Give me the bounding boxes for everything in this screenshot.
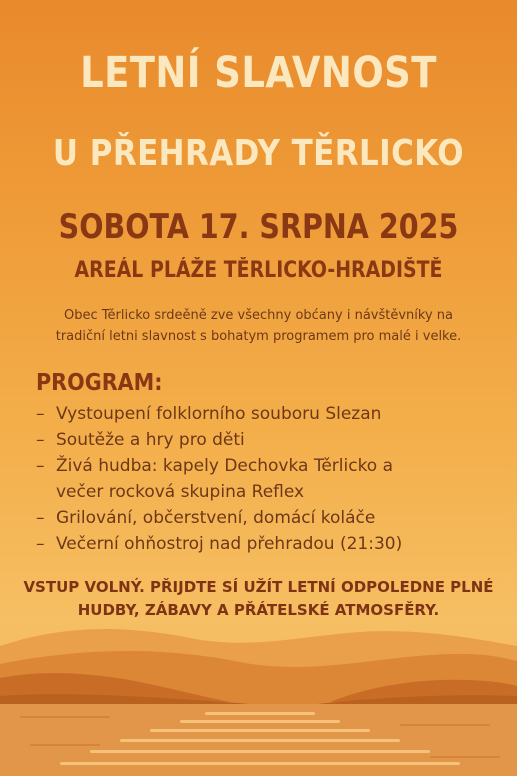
program-item-text: Večerní ohňostroj nad přehradou (21:30) (56, 534, 403, 554)
program-item-text: Grilování, občerstvení, domácí koláče (56, 508, 376, 528)
program-heading: PROGRAM: (36, 370, 163, 396)
bullet-dash: – (36, 456, 45, 476)
poster-title-line2: U PŘEHRADY TĚRLICKO (52, 133, 465, 174)
event-date: SOBOTA 17. SRPNA 2025 (58, 207, 459, 247)
cta-line2: HUDBY, ZÁBAVY A PŘÁTELSKÉ ATMOSFĚRY. (77, 601, 440, 619)
lake-landscape-illustration (0, 616, 517, 776)
program-item-text: Živá hudba: kapely Dechovka Těrlicko a (56, 456, 394, 476)
event-venue: AREÁL PLÁŽE TĚRLICKO-HRADIŠTĚ (74, 258, 443, 283)
bullet-dash: – (36, 534, 45, 554)
bullet-dash: – (36, 508, 45, 528)
program-list (36, 401, 496, 557)
program-item-continuation (36, 479, 496, 505)
program-item (36, 505, 496, 531)
program-item-text: Soutěže a hry pro děti (56, 430, 245, 450)
program-item (36, 531, 496, 557)
program-item-text: večer rocková skupina Reflex (56, 482, 305, 502)
intro-text (20, 305, 497, 347)
intro-line1: Obec Těrlicko srdeěně zve všechny obćany i návštěvníky na (64, 308, 453, 323)
program-item-text: Vystoupení folklorního souboru Slezan (56, 404, 382, 424)
bullet-dash: – (36, 404, 45, 424)
program-item (36, 427, 496, 453)
program-item (36, 401, 496, 427)
program-item (36, 453, 496, 479)
intro-line2: tradiční letni slavnost s bohatym programem pro malé i velke. (55, 329, 462, 344)
bullet-dash: – (36, 430, 45, 450)
poster-title-line1: LETNÍ SLAVNOST (80, 48, 437, 98)
cta-line1: VSTUP VOLNÝ. PŘIJDTE SÍ UŽÍT LETNÍ ODPOLEDNE PLNÉ (23, 578, 494, 596)
